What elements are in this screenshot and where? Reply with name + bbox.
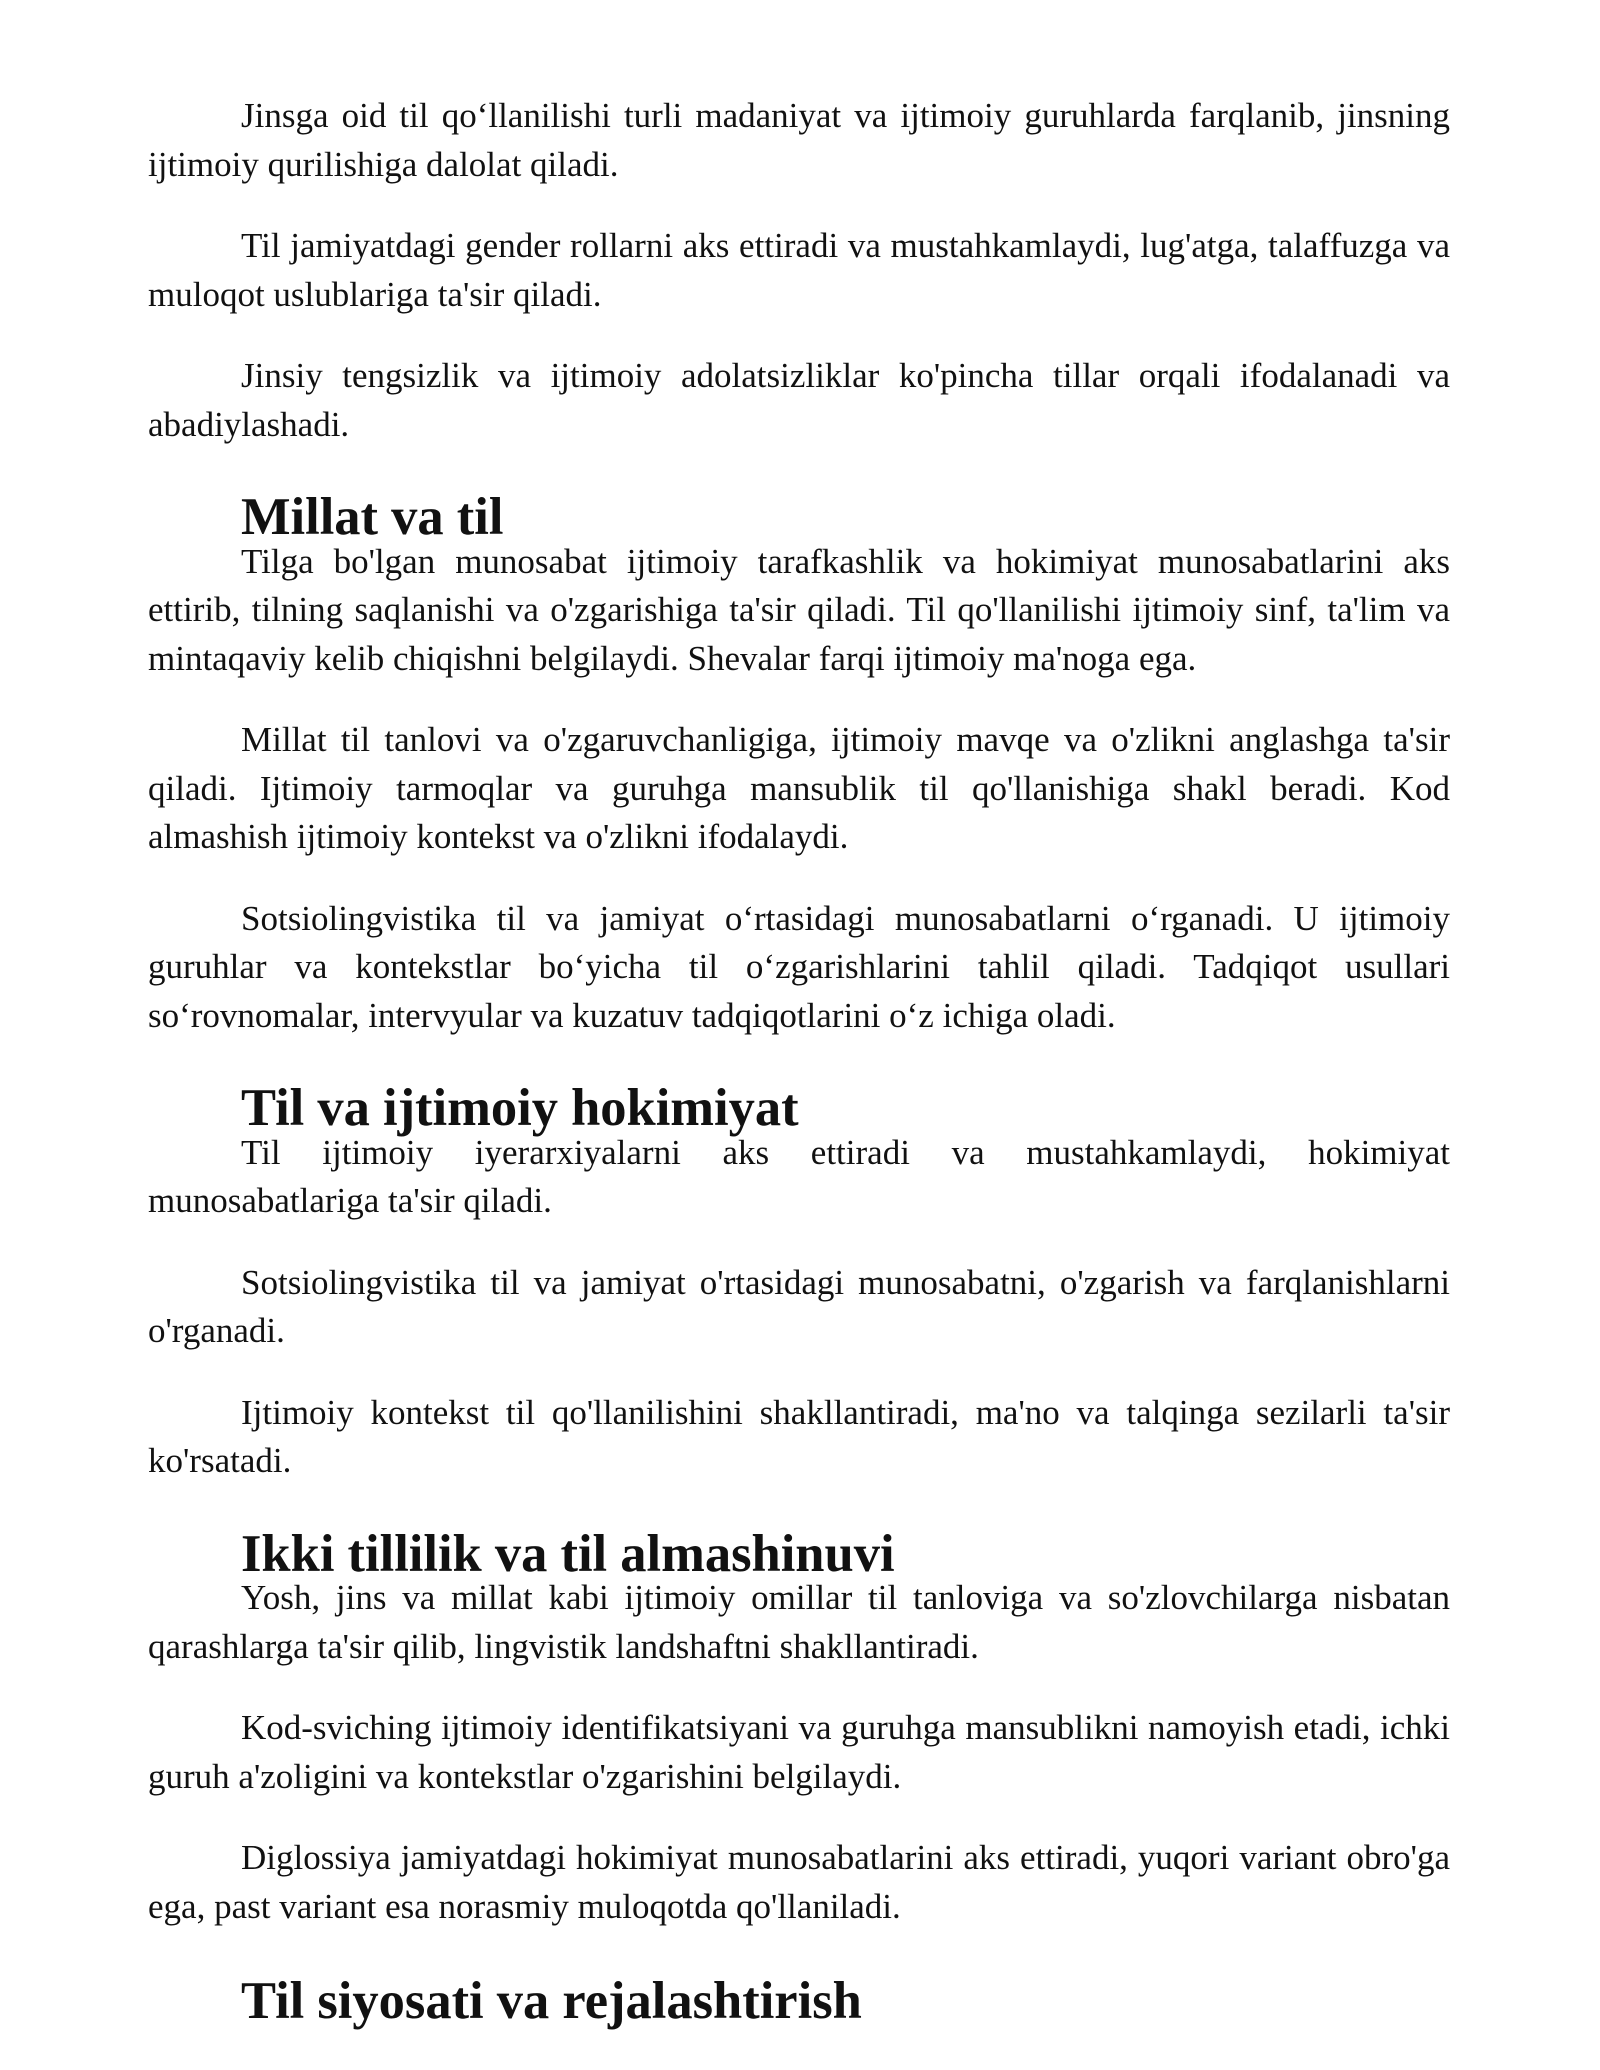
paragraph: Sotsiolingvistika til va jamiyat o'rtasidagi munosabatni, o'zgarish va farqlanishlarni o'rganadi.: [148, 1262, 1450, 1350]
paragraph: Jinsga oid til qoʻllanilishi turli madaniyat va ijtimoiy guruhlarda farqlanib, jinsning ijtimoiy qurilishiga dalolat qiladi.: [148, 96, 1450, 184]
section-heading: Ikki tillilik va til almashinuvi: [241, 1524, 895, 1583]
paragraph: Jinsiy tengsizlik va ijtimoiy adolatsizliklar ko'pincha tillar orqali ifodalanadi va abadiylashadi.: [148, 356, 1450, 444]
paragraph: Ijtimoiy kontekst til qo'llanilishini shakllantiradi, ma'no va talqinga sezilarli ta'sir ko'rsatadi.: [148, 1392, 1450, 1480]
paragraph: Kod-sviching ijtimoiy identifikatsiyani va guruhga mansublikni namoyish etadi, ichki guruh a'zoligini va kontekstlar o'zgarishini belgilaydi.: [148, 1708, 1450, 1796]
section-heading: Til va ijtimoiy hokimiyat: [241, 1079, 799, 1137]
paragraph: Yosh, jins va millat kabi ijtimoiy omillar til tanloviga va so'zlovchilarga nisbatan qarashlarga ta'sir qilib, lingvistik landshaftni shakllantiradi.: [148, 1578, 1450, 1666]
document-page: [148, 92, 1450, 2030]
section-heading: Til siyosati va rejalashtirish: [241, 1972, 862, 2030]
paragraph: Diglossiya jamiyatdagi hokimiyat munosabatlarini aks ettiradi, yuqori variant obro'ga ega, past variant esa norasmiy muloqotda qo'llaniladi.: [148, 1838, 1450, 1926]
paragraph: Til jamiyatdagi gender rollarni aks ettiradi va mustahkamlaydi, lug'atga, talaffuzga va muloqot uslublariga ta'sir qiladi.: [148, 226, 1450, 314]
paragraph: Tilga bo'lgan munosabat ijtimoiy tarafkashlik va hokimiyat munosabatlarini aks ettirib, tilning saqlanishi va o'zgarishiga ta'sir qiladi. Til qo'llanilishi ijtimoiy sinf, ta'lim va mintaqaviy kelib chiqishni belgilaydi. Shevalar farqi ijtimoiy ma'noga ega.: [148, 541, 1450, 678]
paragraph: Sotsiolingvistika til va jamiyat oʻrtasidagi munosabatlarni oʻrganadi. U ijtimoiy guruhlar va kontekstlar boʻyicha til oʻzgarishlarini tahlil qiladi. Tadqiqot usullari soʻrovnomalar, intervyular va kuzatuv tadqiqotlarini oʻz ichiga oladi.: [148, 898, 1450, 1035]
section-heading: Millat va til: [241, 488, 504, 546]
paragraph: Til ijtimoiy iyerarxiyalarni aks ettiradi va mustahkamlaydi, hokimiyat munosabatlariga ta'sir qiladi.: [148, 1132, 1450, 1220]
paragraph: Millat til tanlovi va o'zgaruvchanligiga, ijtimoiy mavqe va o'zlikni anglashga ta'sir qiladi. Ijtimoiy tarmoqlar va guruhga mansublik til qo'llanishiga shakl beradi. Kod almashish ijtimoiy kontekst va o'zlikni ifodalaydi.: [148, 720, 1450, 856]
